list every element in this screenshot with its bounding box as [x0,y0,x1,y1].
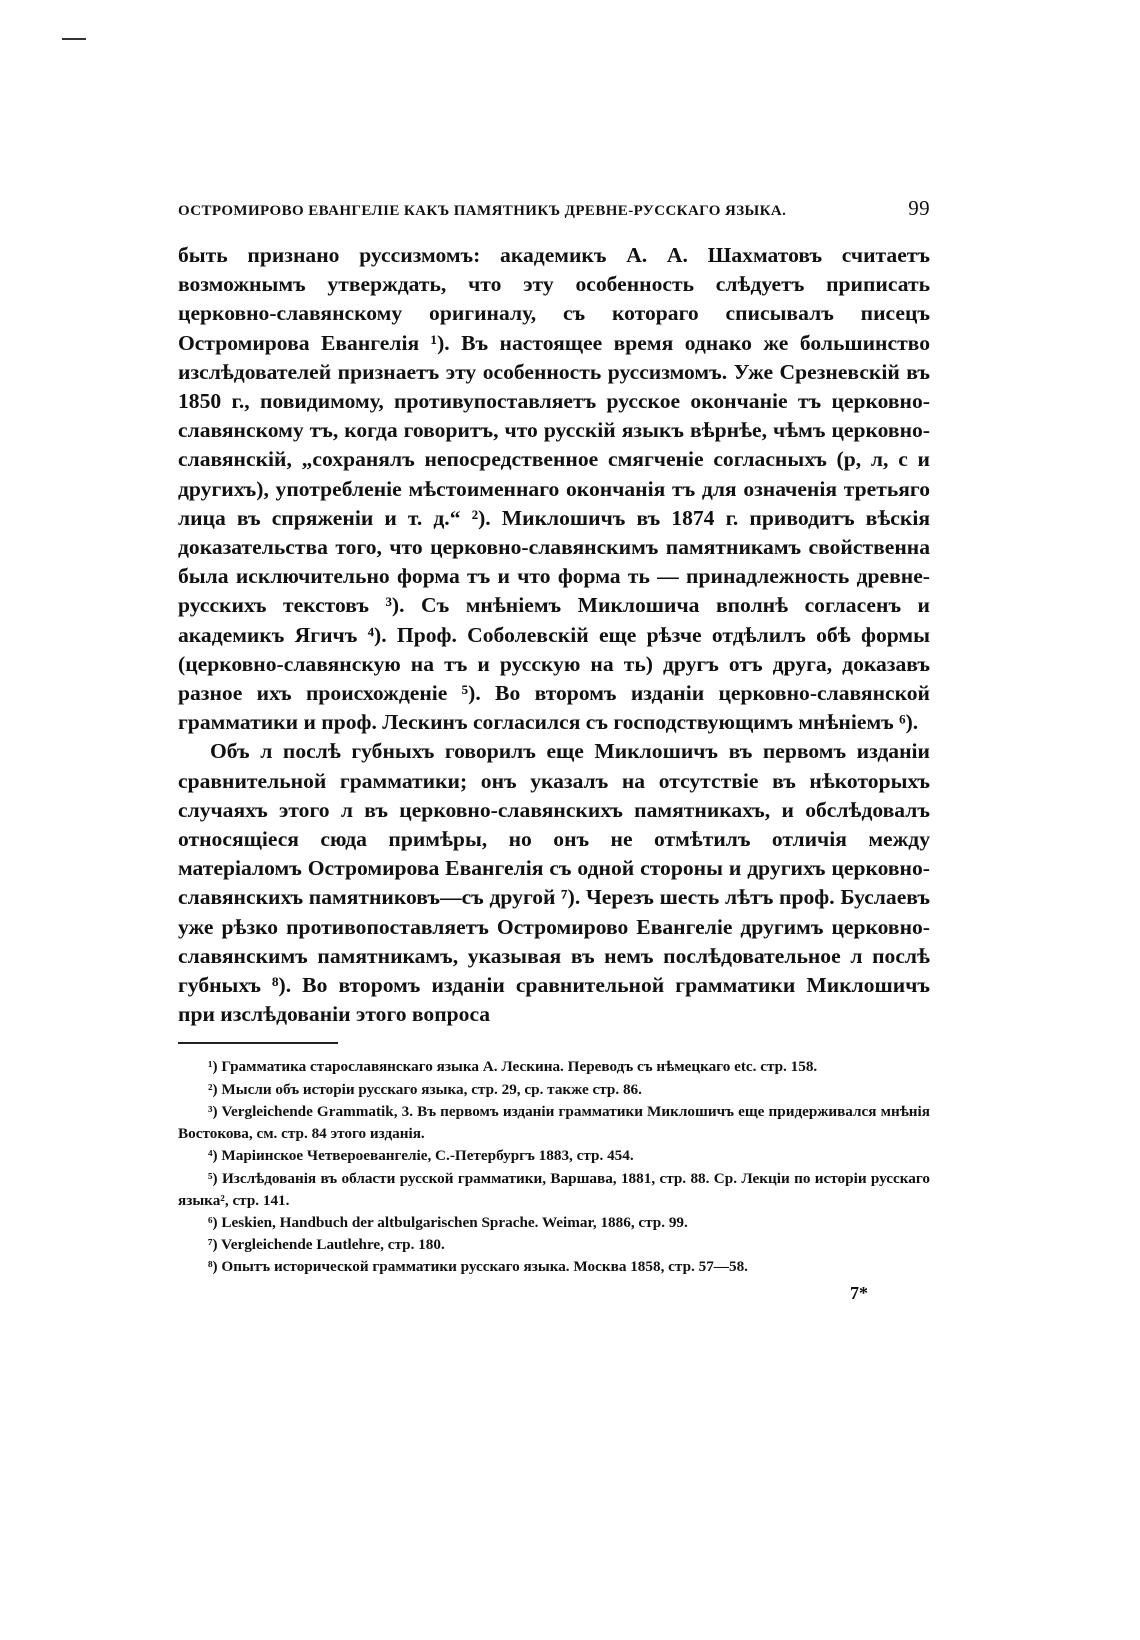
running-header [178,196,930,221]
page-number: 99 [908,196,930,220]
footnote-3: ³) Vergleichende Grammatik, 3. Въ первомъ изданіи грамматики Миклошичъ еще придерживался мнѣнія Востокова, см. стр. 84 этого изданія. [178,1102,930,1143]
footnote-separator [178,1042,338,1044]
footnote-6: ⁶) Leskien, Handbuch der altbulgarischen Sprache. Weimar, 1886, стр. 99. [208,1213,688,1231]
running-title: ОСТРОМИРОВО ЕВАНГЕЛІЕ КАКЪ ПАМЯТНИКЪ ДРЕВНЕ-РУССКАГО ЯЗЫКА. [178,203,787,219]
footnote-1: ¹) Грамматика старославянскаго языка А. Лескина. Переводъ съ нѣмецкаго etc. стр. 158. [208,1058,818,1076]
footnote-8: ⁸) Опытъ исторической грамматики русскаго языка. Москва 1858, стр. 57—58. [208,1258,748,1276]
main-text [178,241,930,1029]
footnotes [178,1056,930,1278]
footnote-4: ⁴) Маріинское Четвероевангеліе, С.-Петербургъ 1883, стр. 454. [208,1147,634,1165]
paragraph-1: быть признано руссизмомъ: академикъ А. А. Шахматовъ считаетъ возможнымъ утверждать, что эту особенность слѣдуетъ приписать церковно-славянскому оригиналу, съ котораго списывалъ писецъ Остромирова Евангелія ¹). Въ настоящее время однако же большинство изслѣдователей признаетъ эту особенность руссизмомъ. Уже Срезневскій въ 1850 г., повидимому, противупоставляетъ русское окончаніе тъ церковно-славянскому тъ, когда говоритъ, что русскій языкъ вѣрнѣе, чѣмъ церковно-славянскій, „сохранялъ непосредственное смягченіе согласныхъ (р, л, с и другихъ), употребленіе мѣстоименнаго окончанія тъ для означенія третьяго лица въ спряженіи и т. д.“ ²). Миклошичъ въ 1874 г. приводитъ вѣскія доказательства того, что церковно-славянскимъ памятникамъ свойственна была исключительно форма тъ и что форма ть — принадлежность древне-русскихъ текстовъ ³). Съ мнѣніемъ Миклошича вполнѣ согласенъ и академикъ Ягичъ ⁴). Проф. Соболевскій еще рѣзче отдѣлилъ обѣ формы (церковно-славянскую на тъ и русскую на ть) другъ отъ друга, доказавъ разное ихъ происхожденіе ⁵). Во второмъ изданіи церковно-славянской грамматики и проф. Лескинъ согласился съ господствующимъ мнѣніемъ ⁶). [178,243,930,735]
printer-signature: 7* [850,1282,868,1303]
book-page [178,196,930,1304]
footnote-5: ⁵) Изслѣдованія въ области русской грамматики, Варшава, 1881, стр. 88. Ср. Лекціи по исторіи русскаго языка², стр. 141. [178,1169,930,1209]
footnote-7: ⁷) Vergleichende Lautlehre, стр. 180. [208,1236,445,1254]
footnote-2: ²) Мысли объ исторіи русскаго языка, стр. 29, ср. также стр. 86. [208,1080,642,1098]
paragraph-2: Объ л послѣ губныхъ говорилъ еще Миклошичъ въ первомъ изданіи сравнительной грамматики; онъ указалъ на отсутствіе въ нѣкоторыхъ случаяхъ этого л въ церковно-славянскихъ памятникахъ, и обслѣдовалъ относящіеся сюда примѣры, но онъ не отмѣтилъ отличія между матеріаломъ Остромирова Евангелія съ одной стороны и другихъ церковно-славянскихъ памятниковъ—съ другой ⁷). Черезъ шесть лѣтъ проф. Буслаевъ уже рѣзко противопоставляетъ Остромирово Евангеліе другимъ церковно-славянскимъ памятникамъ, указывая въ немъ послѣдовательное л послѣ губныхъ ⁸). Во второмъ изданіи сравнительной грамматики Миклошичъ при изслѣдованіи этого вопроса [178,739,930,1027]
margin-mark [62,38,86,40]
